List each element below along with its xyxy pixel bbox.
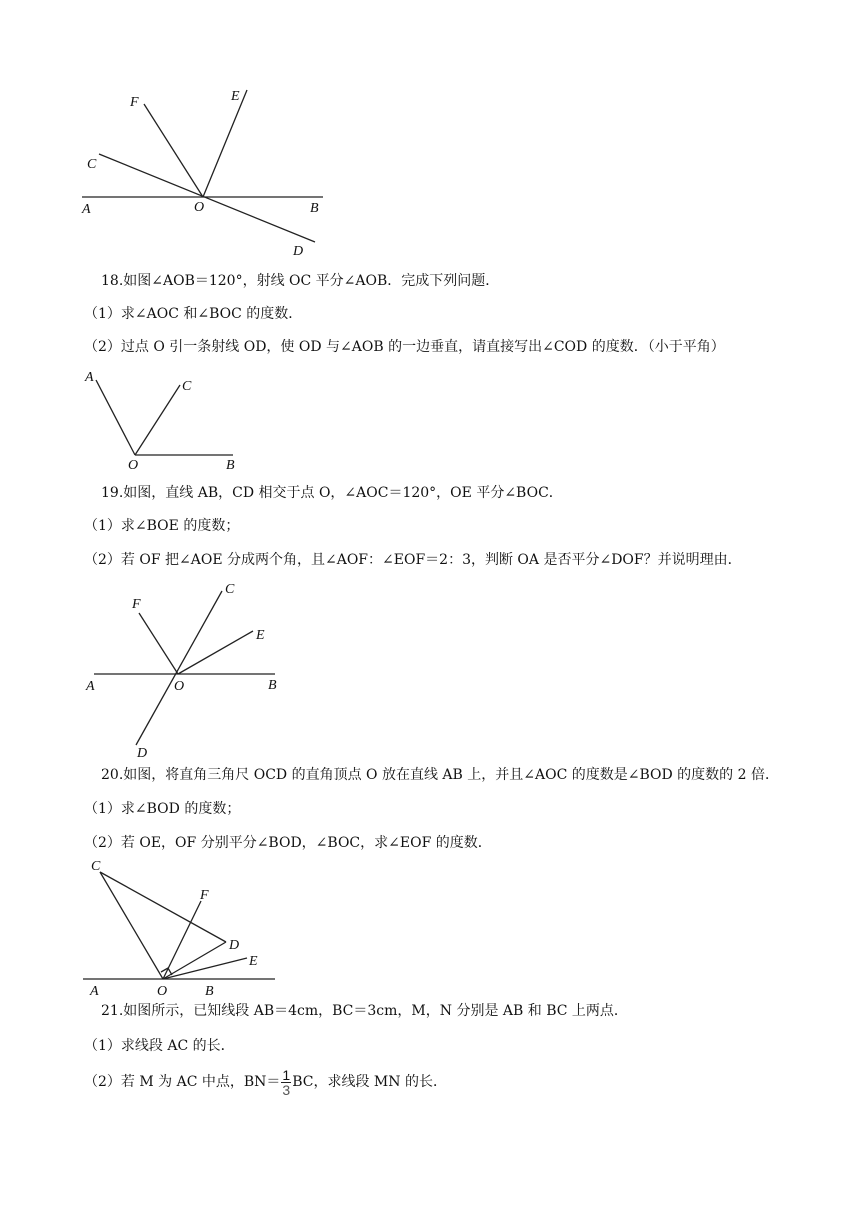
problem-19-question-2: （2）若 OF 把∠AOE 分成两个角，且∠AOF：∠EOF＝2：3，判断 OA 是否平分∠DOF？并说明理由．: [84, 552, 742, 568]
problem-21-question-2: [84, 1066, 447, 1098]
label-A: A: [85, 370, 94, 385]
question-2-suffix: BC，求线段 MN 的长．: [292, 1074, 447, 1090]
label-O: O: [194, 200, 205, 215]
label-D: D: [293, 244, 304, 259]
fraction-denominator: 3: [282, 1081, 291, 1098]
problem-21-question-1: （1）求线段 AC 的长．: [84, 1038, 235, 1054]
label-B: B: [205, 984, 214, 999]
problem-19-question-1: （1）求∠BOE 的度数；: [84, 518, 240, 534]
fraction-one-third: [281, 1068, 291, 1097]
label-C: C: [225, 582, 235, 597]
problem-18-question-1: （1）求∠AOC 和∠BOC 的度数．: [84, 306, 303, 322]
label-F: F: [132, 597, 141, 612]
label-F: F: [200, 888, 209, 903]
problem-18-statement: 18.如图∠AOB＝120°，射线 OC 平分∠AOB．完成下列问题．: [101, 273, 500, 289]
label-B: B: [310, 201, 319, 216]
figure-19-intersecting-lines: [80, 575, 300, 760]
label-D: D: [137, 746, 148, 761]
problem-21-statement: 21.如图所示，已知线段 AB＝4cm，BC＝3cm，M，N 分别是 AB 和 BC 上两点．: [101, 1003, 628, 1019]
figure-17-angles: [70, 80, 340, 260]
label-A: A: [90, 984, 99, 999]
ray-OF: [144, 104, 203, 197]
fraction-numerator: 1: [282, 1066, 291, 1083]
label-E: E: [249, 954, 258, 969]
label-E: E: [256, 628, 265, 643]
problem-20-question-2: （2）若 OE，OF 分别平分∠BOD，∠BOC，求∠EOF 的度数．: [84, 835, 492, 851]
ray-OA: [96, 380, 135, 455]
label-F: F: [130, 95, 139, 110]
question-2-prefix: （2）若 M 为 AC 中点，BN＝: [84, 1074, 281, 1090]
problem-18-question-2: （2）过点 O 引一条射线 OD，使 OD 与∠AOB 的一边垂直，请直接写出∠COD 的度数．（小于平角）: [84, 339, 725, 355]
label-A: A: [82, 202, 91, 217]
line-CD: [136, 591, 222, 745]
label-O: O: [157, 984, 168, 999]
problem-20-statement: 20.如图，将直角三角尺 OCD 的直角顶点 O 放在直线 AB 上，并且∠AOC 的度数是∠BOD 的度数的 2 倍．: [101, 767, 779, 783]
label-B: B: [268, 678, 277, 693]
problem-19-statement: 19.如图，直线 AB，CD 相交于点 O，∠AOC＝120°，OE 平分∠BOC．: [101, 485, 563, 501]
label-C: C: [87, 157, 97, 172]
label-E: E: [231, 89, 240, 104]
line-CD: [99, 154, 315, 242]
label-D: D: [229, 938, 240, 953]
ray-OE: [178, 631, 253, 674]
label-A: A: [86, 679, 95, 694]
side-CD: [100, 872, 226, 942]
figure-18-angle-AOB: [80, 365, 250, 475]
label-C: C: [182, 379, 192, 394]
label-O: O: [128, 458, 139, 473]
problem-20-question-1: （1）求∠BOD 的度数；: [84, 801, 241, 817]
ray-OE: [163, 958, 247, 979]
label-B: B: [226, 458, 235, 473]
ray-OF: [139, 613, 178, 674]
ray-OC: [135, 385, 180, 455]
ray-OE: [203, 90, 247, 197]
side-OC: [100, 872, 163, 979]
label-O: O: [174, 679, 185, 694]
figure-20-set-square: [80, 855, 280, 1000]
label-C: C: [91, 859, 101, 874]
